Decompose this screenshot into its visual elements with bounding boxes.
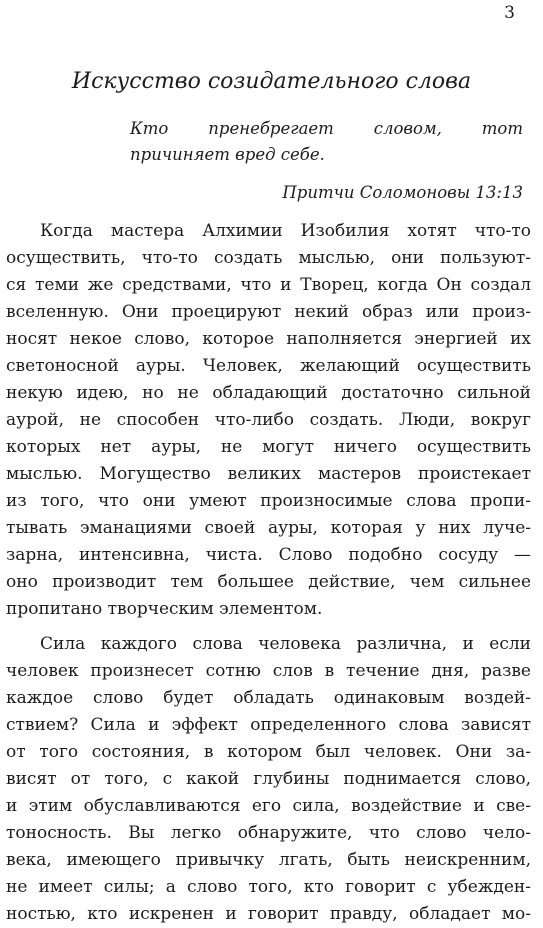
text-line: ностью, кто искренен и говорит правду, обладает мо- (6, 904, 531, 924)
text-line: Когда мастера Алхимии Изобилия хотят что-то (40, 221, 531, 241)
paragraph-spacer (6, 623, 531, 631)
text-line: и этим обуславливаются его сила, воздействие и све- (6, 796, 531, 816)
text-line: светоносной ауры. Человек, желающий осуществить (6, 356, 531, 376)
text-line: оно производит тем большее действие, чем сильнее (6, 572, 531, 592)
text-line: не имеет силы; а слово того, кто говорит с убежден- (6, 877, 531, 897)
page-number: 3 (504, 3, 515, 23)
text-line: ся теми же средствами, что и Творец, когда Он создал (6, 275, 531, 295)
text-line: человек произнесет сотню слов в течение дня, разве (6, 661, 531, 681)
text-line: от того состояния, в котором был человек. Они за- (6, 742, 531, 762)
text-line: тывать эманациями своей ауры, которая у них луче- (6, 518, 531, 538)
text-line: тоносность. Вы легко обнаружите, что слово чело- (6, 823, 531, 843)
epigraph-quote: Кто пренебрегает словом, тот причиняет вред себе. (130, 119, 523, 164)
text-line: висят от того, с какой глубины поднимается слово, (6, 769, 531, 789)
text-line: ствием? Сила и эффект определенного слова зависят (6, 715, 531, 735)
chapter-title: Искусство созидательного слова (71, 69, 472, 94)
text-line: аурой, не способен что-либо создать. Люди, вокруг (6, 410, 531, 430)
paragraph-2 (6, 631, 531, 928)
text-line: Сила каждого слова человека различна, и если (40, 634, 531, 654)
epigraph-source: Притчи Соломоновы 13:13 (282, 183, 523, 202)
text-line: века, имеющего привычку лгать, быть неискренним, (6, 850, 531, 870)
text-line: пропитано творческим элементом. (6, 599, 323, 619)
text-line: каждое слово будет обладать одинаковым воздей- (6, 688, 531, 708)
text-line: которых нет ауры, не могут ничего осуществить (6, 437, 531, 457)
text-line: некую идею, но не обладающий достаточно сильной (6, 383, 531, 403)
text-line: носят некое слово, которое наполняется энергией их (6, 329, 531, 349)
body-text (6, 218, 531, 928)
text-line: из того, что они умеют произносимые слова пропи- (6, 491, 531, 511)
text-line: вселенную. Они проецируют некий образ или произ- (6, 302, 531, 322)
paragraph-1 (6, 218, 531, 623)
text-line: осуществить, что-то создать мыслью, они пользуют- (6, 248, 531, 268)
text-line: мыслью. Могущество великих мастеров проистекает (6, 464, 531, 484)
text-line: зарна, интенсивна, чиста. Слово подобно сосуду — (6, 545, 531, 565)
